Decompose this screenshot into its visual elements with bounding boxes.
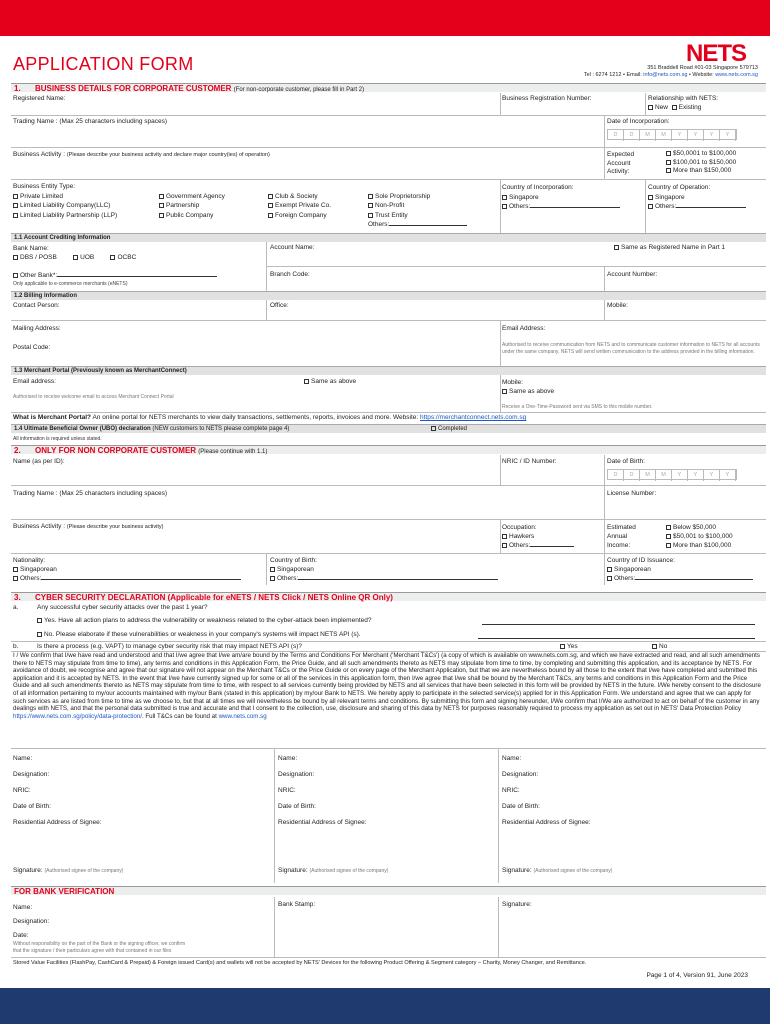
signatory-1: Name: Designation: NRIC: Date of Birth: Residential Address of Signee: [13,755,102,826]
contact-person-label: Contact Person: [13,302,60,309]
account-number-label: Account Number: [607,271,658,278]
exp-opt-2-checkbox[interactable] [666,160,671,165]
exempt-private-checkbox[interactable] [268,203,273,208]
account-name-label: Account Name: [270,244,315,251]
question-a-text: Any successful cyber security attacks over the past 1 year? [37,604,208,611]
footer-note: Stored Value Facilities (FlashPay, CashCard & Prepaid) & Foreign issued Card(s) and wallets will not be accepted by NETS' Devices for the following Product Offering & Segment category – Charity, Money Changer, and Remittance. [13,960,587,966]
income-opt-2-checkbox[interactable] [666,534,671,539]
question-a-no: No. Please elaborate if these vulnerabilities or weakness in your company's systems will impact NETS API (s). [37,631,361,638]
date-incorp-label: Date of Incorporation: [607,118,670,125]
relationship-label: Relationship with NETS: [648,95,719,102]
page-number: Page 1 of 4, Version 91, June 2023 [646,972,748,979]
data-protection-link[interactable]: https://www.nets.com.sg/policy/data-protection/ [13,712,142,720]
bank-verification-fields: Name: Designation: Date: [13,904,50,939]
top-red-banner [0,0,770,36]
bank-verification-header: FOR BANK VERIFICATION [11,886,766,895]
new-checkbox[interactable] [648,105,653,110]
exp-opt-3-checkbox[interactable] [666,168,671,173]
country-of-birth-group: Country of Birth: Singaporean Others: [270,556,498,583]
portal-email-label: Email address: [13,378,56,385]
hawkers-checkbox[interactable] [502,534,507,539]
llc-checkbox[interactable] [13,203,18,208]
trading-name-label: Trading Name : (Max 25 characters including spaces) [13,118,168,125]
income-opt-3-checkbox[interactable] [666,543,671,548]
coo-others-checkbox[interactable] [648,204,653,209]
other-bank-note: Only applicable to e-commerce merchants (eNETS) [13,281,128,287]
qa-yes-checkbox[interactable] [37,618,42,623]
license-number-label: License Number: [607,490,657,497]
bank-name-group: Bank Name: DBS / POSB UOB OCBC [13,245,137,261]
signatory-3: Name: Designation: NRIC: Date of Birth: Residential Address of Signee: [502,755,591,826]
other-bank-group: Other Bank*: [13,272,217,279]
branch-code-label: Branch Code: [270,271,310,278]
signature-1[interactable]: Signature: (Authorised signee of the company) [13,867,124,874]
dob-label: Date of Birth: [607,458,645,465]
name-as-per-id-label: Name (as per ID): [13,458,65,465]
qb-no: No [652,643,667,650]
s2-trading-name-label: Trading Name : (Max 25 characters including spaces) [13,490,168,497]
declaration-text: I / We confirm that I/we have read and understood and that I/we agree that I/we am/are bound by the Terms and Conditions For Merchant ('Merchant T&Cs') (a copy of which is available on www.nets.com.sg, and which we have extracted and read, and all such amendments there to NETS may stipulate from time to time), any terms and conditions in this Application Form, the Price Guide, and all such amendments thereto as NETS may stipulate from time to time, by completing and submitting this application, and its acceptance by NETS. For avoidance of doubt, we recognise and agree that our signature will not appear on the Merchant T&Cs or the Price Guide or on every page of the Merchant Application, but that we are nevertheless bound by all those to the extent that I/we have completed and submitted this application and it is accepted by NETS. In the event that I/we have currently signed up for some or all of the services in this application form, then I/we agree that I/we shall be bound by the Merchant T&Cs, any terms and conditions in this Application Form and the Price Guide and all such amendments thereto as NETS may stipulate from time to time, with respect to all services currently being provided by NETS and all services that have been selected in this form will be provided by NETS in the future. I/We hereby consent to the disclosure of all information pertaining to my/our accounts maintained with my/our Bank (stated in this application) by my/our Bank to NETS. We hereby apply to participate in the selected service(s) applied for in this Application Form. We understand and agree that we can apply for such services as are listed from time to time as we choose to, but that at all times we will nevertheless be bound by all relevant terms and conditions. By submitting this form and signing hereunder, I/We confirm that I/We are authorized to act on behalf of the customer in any dealings with NETS, and that the personal data submitted is true and accurate and that I consent to the collection, use, disclosure and sharing of this data by NETS for purposes reasonably required to process my application as set out in NETS' Data Protection Policy https://www.nets.com.sg/policy/data-protection/. Full T&Cs can be found at www.nets.com.sg [13,652,761,720]
country-incorp-group: Country of Incorporation: Singapore Others: [502,183,620,212]
relationship-options: New Existing [648,104,701,111]
ocbc-checkbox[interactable] [110,255,115,260]
email-address-label: Email Address: [502,325,546,332]
portal-mobile-same-checkbox[interactable] [502,389,507,394]
qb-yes-checkbox[interactable] [560,644,565,649]
nationality-group: Nationality: Singaporean Others: [13,556,241,583]
mobile-label: Mobile: [607,302,628,309]
exp-opt-1-checkbox[interactable] [666,151,671,156]
section-1-4-header: 1.4 Ultimate Beneficial Owner (UBO) declaration (NEW customers to NETS please complete page 4) Completed [11,424,766,433]
portal-email-same-checkbox[interactable] [304,379,309,384]
office-label: Office: [270,302,289,309]
country-id-issuance-group: Country of ID Issuance: Singaporean Others: [607,556,753,583]
section-1-header: 1. BUSINESS DETAILS FOR CORPORATE CUSTOMER (For non-corporate customer, please fill in Part 2) [11,83,766,92]
coi-singapore-checkbox[interactable] [502,195,507,200]
bank-signature-label: Signature: [502,901,532,908]
entity-type-group: Business Entity Type: Private Limited Limited Liability Company(LLC) Limited Liability Partnership (LLP) [13,183,118,219]
s2-business-activity-label: Business Activity : (Please describe your business activity) [13,523,164,530]
club-checkbox[interactable] [268,194,273,199]
llp-checkbox[interactable] [13,213,18,218]
expected-activity-label: Expected Account Activity: [607,151,635,175]
brn-label: Business Registration Number: [502,95,592,102]
bank-stamp-label: Bank Stamp: [278,901,316,908]
coid-others-checkbox[interactable] [607,576,612,581]
occupation-others-checkbox[interactable] [502,543,507,548]
otp-note: Receive a One-Time-Password sent via SMS to this mobile number. [502,404,653,410]
ubo-completed-checkbox[interactable] [431,426,436,431]
other-bank-checkbox[interactable] [13,273,18,278]
email-link[interactable]: info@nets.com.sg [643,72,688,78]
country-operation-group: Country of Operation: Singapore Others: [648,183,746,212]
tc-link[interactable]: www.nets.com.sg [218,712,267,720]
portal-mobile-group: Mobile: Same as above [502,379,555,395]
portal-email-note: Authorised to receive welcome email to access Merchant Connect Portal [13,394,174,400]
merchant-portal-info: What is Merchant Portal? An online portal for NETS merchants to view daily transactions, settlements, reports, invoices and more. Website: https://merchantconnect.nets.com.sg [13,414,527,421]
entity-col2: Government Agency Partnership Public Company [159,192,225,221]
signature-2[interactable]: Signature: (Authorised signee of the company) [278,867,389,874]
qb-no-checkbox[interactable] [652,644,657,649]
non-profit-checkbox[interactable] [368,203,373,208]
entity-col4: Sole Proprietorship Non-Profit Trust Entity Others: [368,192,467,230]
section-1-2-header: 1.2 Billing Information [11,291,766,300]
bank-disclaimer: Without responsibility on the part of the Bank or the signing officer, we confirm that the signature / their particulars agree with that contained in our files [13,941,186,954]
sole-prop-checkbox[interactable] [368,194,373,199]
qa-no-checkbox[interactable] [37,632,42,637]
same-as-registered: Same as Registered Name in Part 1 [614,244,725,251]
email-authorisation-note: Authorised to receive communication from NETS and to communicate customer information to NETS for all accounts under the same company. NETS will send written communication to the address provided in the billing information. [502,342,760,355]
question-b-text: Is there a process (e.g. VAPT) to manage cyber security risk that may impact NETS API (s)? [37,643,303,650]
mailing-address-label: Mailing Address: [13,325,61,332]
dob-input[interactable]: D D M M Y Y Y Y [607,469,737,480]
nets-logo [674,41,758,65]
income-opt-1-checkbox[interactable] [666,525,671,530]
dbs-checkbox[interactable] [13,255,18,260]
cob-others-checkbox[interactable] [270,576,275,581]
signature-3[interactable]: Signature: (Authorised signee of the company) [502,867,613,874]
cob-sg-checkbox[interactable] [270,567,275,572]
gov-agency-checkbox[interactable] [159,194,164,199]
annual-income-label: Estimated Annual Income: [607,524,636,549]
annual-income-options: Below $50,000 $50,001 to $100,000 More than $100,000 [666,523,733,550]
nationality-others-checkbox[interactable] [13,576,18,581]
uob-checkbox[interactable] [73,255,78,260]
question-a-marker: a. [13,604,19,611]
section-1-3-header: 1.3 Merchant Portal (Previously known as MerchantConnect) [11,366,766,375]
public-company-checkbox[interactable] [159,213,164,218]
postal-code-label: Postal Code: [13,344,51,351]
bottom-navy-banner [0,988,770,1024]
question-a-yes: Yes. Have all action plans to address the vulnerability or weakness related to the cyber-attack been implemented? [37,617,371,624]
company-address: 351 Braddell Road #01-03 Singapore 579713 Tel : 6274 1212 • Email: info@nets.com.sg • Website: www.nets.com.sg [583,65,758,78]
coi-others-checkbox[interactable] [502,204,507,209]
entity-col3: Club & Society Exempt Private Co. Foreign Company [268,192,331,221]
date-incorp-input[interactable]: D D M M Y Y Y Y [607,129,737,140]
private-limited-checkbox[interactable] [13,194,18,199]
section-1-1-header: 1.1 Account Crediting Information [11,233,766,242]
required-note: All information is required unless stated. [13,436,102,442]
expected-activity-options: $50,0001 to $100,000 $100,001 to $150,000 More than $150,000 [666,150,736,176]
section-2-header: 2. ONLY FOR NON CORPORATE CUSTOMER (Please continue with 1.1) [11,445,766,454]
merchant-portal-link[interactable]: https://merchantconnect.nets.com.sg [420,414,527,421]
same-as-registered-checkbox[interactable] [614,245,619,250]
page-title: APPLICATION FORM [13,54,194,74]
portal-email-same: Same as above [304,378,356,385]
partnership-checkbox[interactable] [159,203,164,208]
business-activity-label: Business Activity : (Please describe your business activity and declare major country(ies) of operation) [13,151,270,158]
nationality-sg-checkbox[interactable] [13,567,18,572]
coo-singapore-checkbox[interactable] [648,195,653,200]
existing-checkbox[interactable] [672,105,677,110]
svg-text:NETS: NETS [685,41,747,65]
occupation-group: Occupation: Hawkers Others: [502,523,574,550]
section-3-header: 3. CYBER SECURITY DECLARATION (Applicable for eNETS / NETS Click / NETS Online QR Only) [11,592,766,601]
qb-yes: Yes [560,643,578,650]
registered-name-label: Registered Name: [13,95,66,102]
question-b-marker: b. [13,643,19,650]
foreign-company-checkbox[interactable] [268,213,273,218]
coid-sg-checkbox[interactable] [607,567,612,572]
nric-label: NRIC / ID Number: [502,458,557,465]
trust-entity-checkbox[interactable] [368,213,373,218]
signatory-2: Name: Designation: NRIC: Date of Birth: Residential Address of Signee: [278,755,367,826]
website-link[interactable]: www.nets.com.sg [715,72,758,78]
